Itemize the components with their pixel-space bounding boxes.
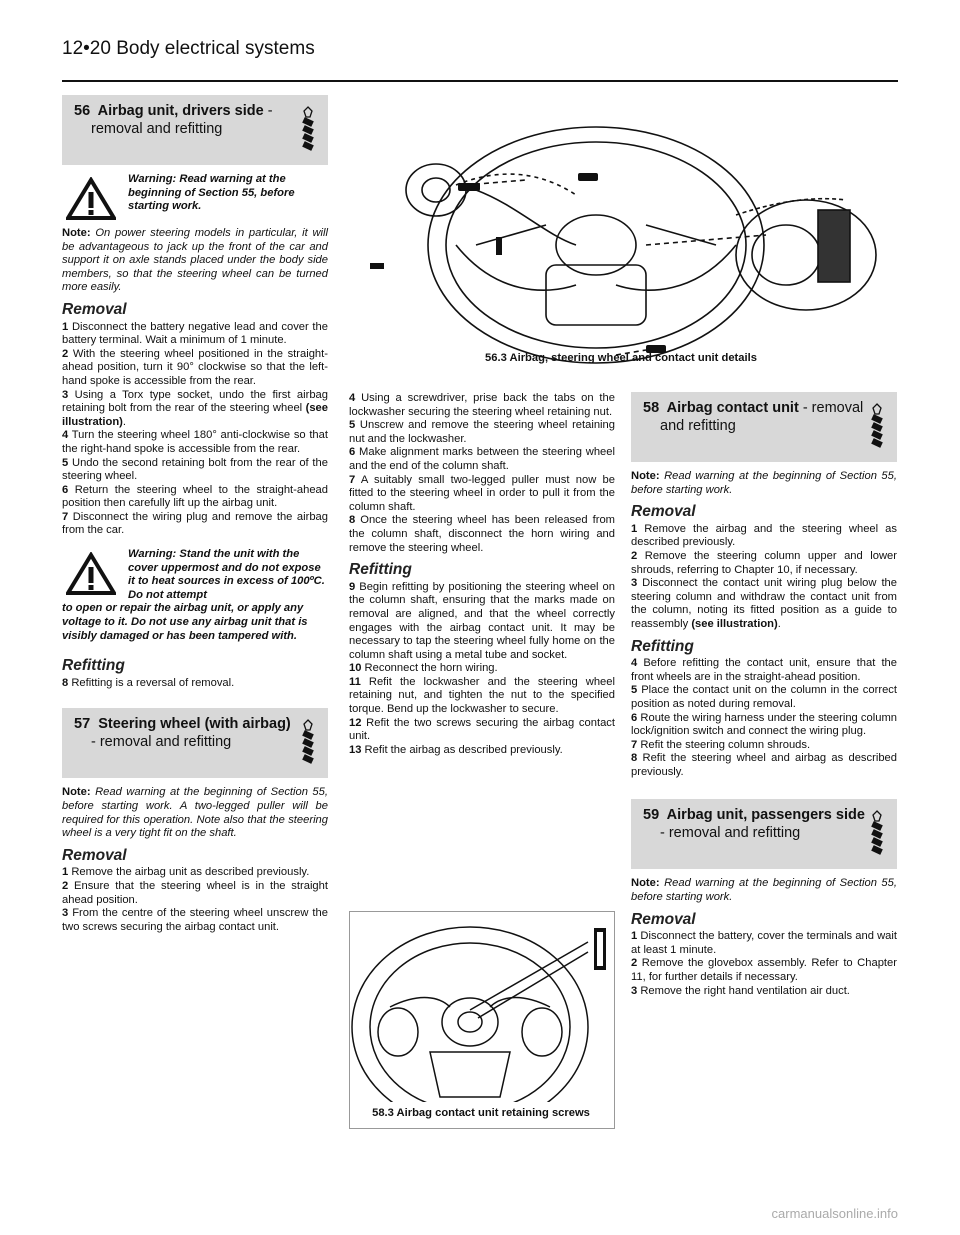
section-56-heading: 56 Airbag unit, drivers side - removal and refitting bbox=[62, 95, 328, 165]
figure-58-3 bbox=[349, 911, 615, 1129]
contact-unit-screws-illustration bbox=[350, 912, 614, 1102]
heading-removal-57: Removal bbox=[62, 846, 127, 864]
difficulty-spanner-icon bbox=[294, 718, 320, 770]
column-1 bbox=[62, 95, 328, 934]
step-57-11: 11 Refit the lockwasher and the steering wheel retaining nut, and tighten the nut to the specified torque. Bend up the lockwasher to secure. bbox=[349, 675, 615, 716]
step-57-12: 12 Refit the two screws securing the airbag contact unit. bbox=[349, 716, 615, 743]
step-57-3: 3 From the centre of the steering wheel unscrew the two screws securing the airbag contact unit. bbox=[62, 907, 328, 933]
heading-refitting: Refitting bbox=[62, 657, 125, 675]
heading-removal: Removal bbox=[62, 300, 127, 318]
section-58-title: Airbag contact unit bbox=[666, 400, 799, 416]
step-58-1: 1 Remove the airbag and the steering wheel as described previously. bbox=[631, 522, 897, 549]
figure-56-3-caption: 56.3 Airbag, steering wheel and contact unit details bbox=[485, 352, 757, 364]
step-58-6: 6 Route the wiring harness under the steering column lock/ignition switch and connect the wiring plug. bbox=[631, 711, 897, 738]
step-57-4: 4 Using a screwdriver, prise back the tabs on the lockwasher securing the steering wheel retaining nut. bbox=[349, 392, 615, 418]
step-8: 8 Refitting is a reversal of removal. bbox=[62, 676, 235, 689]
difficulty-spanner-icon bbox=[863, 402, 889, 454]
step-58-4: 4 Before refitting the contact unit, ensure that the front wheels are in the straight-ahead position. bbox=[631, 657, 897, 683]
step-58-2: 2 Remove the steering column upper and lower shrouds, referring to Chapter 10, if necessary. bbox=[631, 549, 897, 576]
step-57-13: 13 Refit the airbag as described previously. bbox=[349, 743, 563, 756]
section-59-subtitle: - removal and refitting bbox=[660, 825, 801, 842]
step-57-5: 5 Unscrew and remove the steering wheel retaining nut and the lockwasher. bbox=[349, 419, 615, 445]
figure-58-3-caption: 58.3 Airbag contact unit retaining screws bbox=[372, 1107, 590, 1119]
note-paragraph: Note: On power steering models in particular, it will be advantageous to jack up the front of the car and support it on axle stands placed under the body side members, so that the steering wheel can be turned more easily. bbox=[62, 227, 328, 294]
step-3: 3 Using a Torx type socket, undo the first airbag retaining bolt from the rear of the steering wheel (see illustration). bbox=[62, 388, 328, 428]
step-59-3: 3 Remove the right hand ventilation air duct. bbox=[631, 984, 850, 997]
step-2: 2 With the steering wheel positioned in the straight-ahead position, turn it 90° clockwise so that the left-hand spoke is accessible from the rear. bbox=[62, 347, 328, 387]
step-7: 7 Disconnect the wiring plug and remove the airbag from the car. bbox=[62, 510, 328, 537]
step-58-5: 5 Place the contact unit on the column in the correct position as noted during removal. bbox=[631, 684, 897, 710]
footer-watermark[interactable]: carmanualsonline.info bbox=[771, 1206, 898, 1221]
step-57-1: 1 Remove the airbag unit as described previously. bbox=[62, 866, 310, 879]
section-57-heading: 57 Steering wheel (with airbag) - removal and refitting bbox=[62, 708, 328, 778]
section-57-title: Steering wheel (with airbag) bbox=[98, 716, 291, 733]
steering-wheel-exploded-illustration bbox=[346, 95, 896, 373]
step-59-2: 2 Remove the glovebox assembly. Refer to Chapter 11, for further details if necessary. bbox=[631, 957, 897, 984]
step-4: 4 Turn the steering wheel 180° anti-clockwise so that the right-hand spoke is accessible from the rear. bbox=[62, 429, 328, 455]
step-6: 6 Return the steering wheel to the straight-ahead position then carefully lift up the airbag unit. bbox=[62, 483, 328, 510]
page-header: 12•20 Body electrical systems bbox=[62, 38, 315, 59]
warning-triangle-icon bbox=[66, 552, 116, 596]
difficulty-spanner-icon bbox=[294, 105, 320, 157]
warning-box-1: Warning: Read warning at the beginning of Section 55, before starting work. bbox=[62, 173, 328, 219]
heading-refitting-58: Refitting bbox=[631, 637, 694, 655]
step-58-3: 3 Disconnect the contact unit wiring plug below the steering column and withdraw the contact unit from the column, noting its fitted position as a guide to reassembly (see illustration). bbox=[631, 577, 897, 630]
step-57-9: 9 Begin refitting by positioning the steering wheel on the column shaft, ensuring that the marks made on removal are aligned, and that the wheel correctly engages with the airbag contact unit. It may be necessary to tap the steering wheel fully home on the column shaft using a metal tube and socket. bbox=[349, 580, 615, 661]
column-3 bbox=[631, 392, 897, 998]
heading-removal-58: Removal bbox=[631, 503, 696, 521]
heading-refitting-57: Refitting bbox=[349, 561, 412, 579]
difficulty-spanner-icon bbox=[863, 809, 889, 861]
step-57-2: 2 Ensure that the steering wheel is in the straight ahead position. bbox=[62, 879, 328, 906]
figure-56-3 bbox=[346, 95, 896, 373]
step-58-8: 8 Refit the steering wheel and airbag as described previously. bbox=[631, 752, 897, 778]
column-2 bbox=[349, 392, 615, 757]
warning-box-2: Warning: Stand the unit with the cover uppermost and do not expose it to heat sources in excess of 100ºC. Do not attempt to open or repair the airbag unit, or apply any voltage to it. Do not use any airbag unit that is visibly damaged or has been tampered with. bbox=[62, 548, 325, 642]
step-57-7: 7 A suitably small two-legged puller must now be fitted to the steering wheel in order to pull it from the column shaft. bbox=[349, 473, 615, 513]
step-57-8: 8 Once the steering wheel has been released from the column shaft, disconnect the horn wiring and remove the steering wheel. bbox=[349, 514, 615, 554]
note-59: Note: Read warning at the beginning of Section 55, before starting work. bbox=[631, 877, 897, 904]
section-57-subtitle: - removal and refitting bbox=[91, 734, 232, 751]
section-59-title: Airbag unit, passengers side bbox=[666, 807, 865, 824]
step-58-7: 7 Refit the steering column shrouds. bbox=[631, 738, 811, 751]
warning-triangle-icon bbox=[66, 177, 116, 221]
step-59-1: 1 Disconnect the battery, cover the terminals and wait at least 1 minute. bbox=[631, 930, 897, 956]
section-56-title: Airbag unit, drivers side bbox=[97, 103, 264, 119]
section-58-subtitle: and refitting bbox=[660, 418, 736, 434]
step-1: 1 Disconnect the battery negative lead and cover the battery terminal. Wait a minimum of 1 minute. bbox=[62, 320, 328, 347]
section-56-subtitle: removal and refitting bbox=[91, 121, 223, 137]
section-58-heading: 58 Airbag contact unit - removal and refitting bbox=[631, 392, 897, 462]
step-57-6: 6 Make alignment marks between the steering wheel and the end of the column shaft. bbox=[349, 446, 615, 472]
header-rule bbox=[62, 80, 898, 82]
note-58: Note: Read warning at the beginning of Section 55, before starting work. bbox=[631, 470, 897, 496]
heading-removal-59: Removal bbox=[631, 910, 696, 928]
step-57-10: 10 Reconnect the horn wiring. bbox=[349, 662, 498, 675]
section-59-heading: 59 Airbag unit, passengers side - removal and refitting bbox=[631, 799, 897, 869]
step-5: 5 Undo the second retaining bolt from the rear of the steering wheel. bbox=[62, 456, 328, 483]
note-57: Note: Read warning at the beginning of Section 55, before starting work. A two-legged puller will be required for this operation. Note also that the steering wheel is a very tight fit on the shaft. bbox=[62, 786, 328, 840]
